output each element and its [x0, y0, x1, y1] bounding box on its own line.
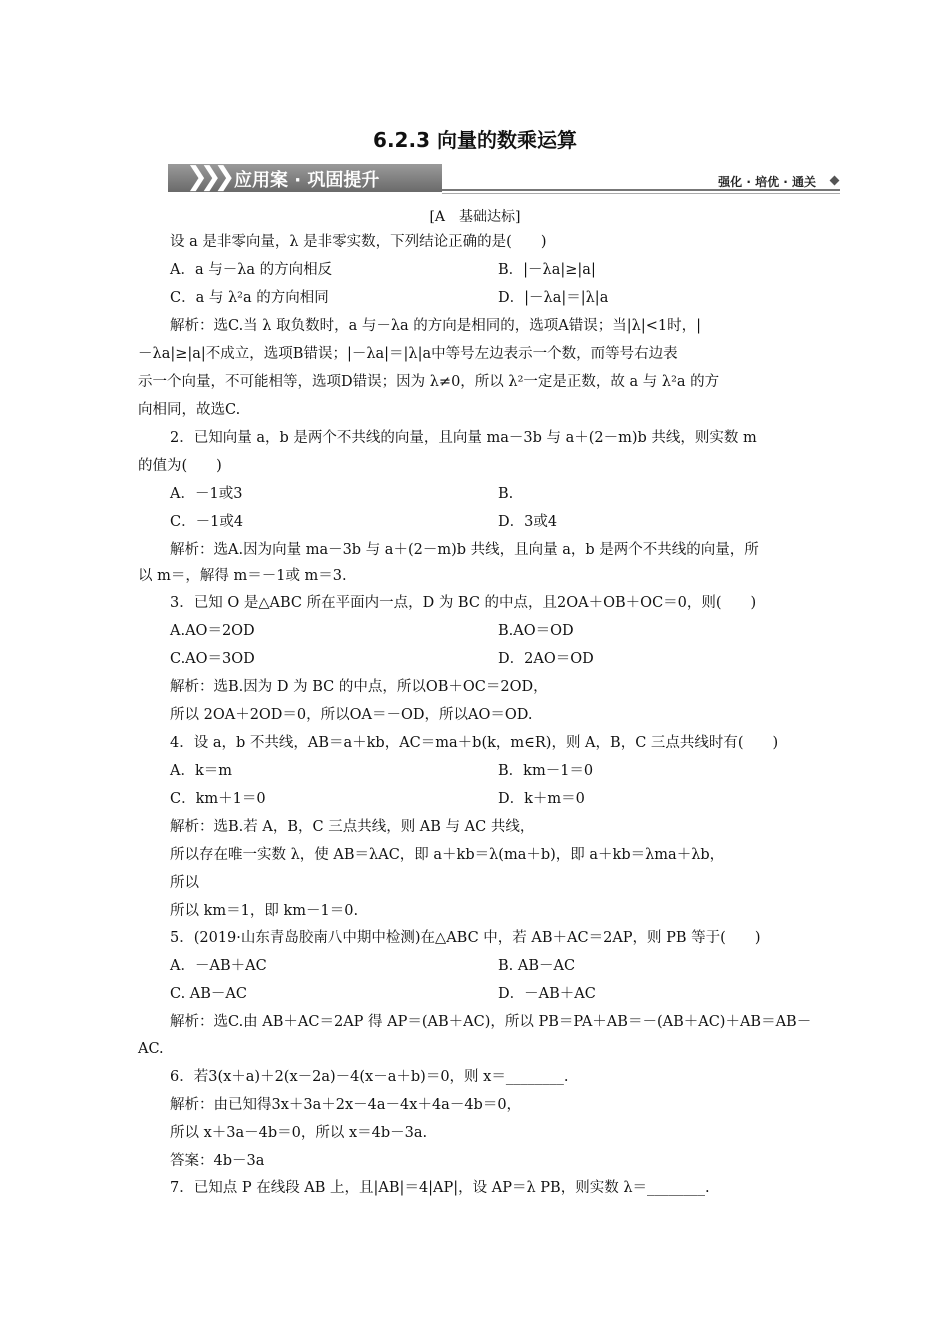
- q1-option-d: D．|－λa|＝|λ|a: [498, 290, 609, 306]
- q1-solution: 解析：选C.当 λ 取负数时，a 与－λa 的方向是相同的，选项A错误；当|λ|<1时，|: [170, 318, 701, 334]
- section-banner: [168, 162, 840, 194]
- q2-option-d: D．3或4: [498, 514, 558, 530]
- banner-tag: 强化 · 培优 · 通关: [718, 175, 816, 189]
- q4-option-d: D．k＋m＝0: [498, 791, 585, 807]
- q3-option-d: D．2AO＝OD: [498, 651, 594, 667]
- question-5-stem: 5．(2019·山东青岛胶南八中期中检测)在△ABC 中，若 AB＋AC＝2AP，则 PB 等于( ): [170, 930, 761, 946]
- page-title: 6.2.3 向量的数乘运算: [373, 128, 577, 152]
- q5-option-a: A．－AB＋AC: [170, 958, 267, 974]
- q4-option-b: B．km－1＝0: [498, 763, 594, 779]
- q2-solution: 以 m＝，解得 m＝－1或 m＝3.: [138, 568, 347, 584]
- q5-option-d: D．－AB＋AC: [498, 986, 596, 1002]
- q5-option-b: B. AB－AC: [498, 958, 576, 974]
- q4-solution: 所以存在唯一实数 λ，使 AB＝λAC，即 a＋kb＝λ(ma＋b)，即 a＋kb＝λma＋λb，: [170, 847, 725, 863]
- question-2-stem: 2．已知向量 a，b 是两个不共线的向量，且向量 ma－3b 与 a＋(2－m)b 共线，则实数 m: [170, 430, 757, 446]
- q3-option-c: C.AO＝3OD: [170, 651, 255, 667]
- question-2-stem: 的值为( ): [138, 458, 222, 474]
- question-7-stem: 7．已知点 P 在线段 AB 上，且|AB|＝4|AP|，设 AP＝λ PB，则实数 λ＝________.: [170, 1180, 710, 1196]
- q6-solution: 所以 x＋3a－4b＝0，所以 x＝4b－3a.: [170, 1125, 428, 1141]
- q2-option-a: A．－1或3: [170, 486, 243, 502]
- q1-option-a: A．a 与－λa 的方向相反: [170, 262, 333, 278]
- q4-solution: 所以: [170, 875, 199, 891]
- q3-option-b: B.AO＝OD: [498, 623, 574, 639]
- question-6-stem: 6．若3(x＋a)＋2(x－2a)－4(x－a＋b)＝0，则 x＝________.: [170, 1069, 569, 1085]
- question-3-stem: 3．已知 O 是△ABC 所在平面内一点，D 为 BC 的中点，且2OA＋OB＋OC＝0，则( ): [170, 595, 757, 611]
- q2-solution: 解析：选A.因为向量 ma－3b 与 a＋(2－m)b 共线，且向量 a，b 是两个不共线的向量，所: [170, 542, 759, 558]
- diamond-icon: [830, 176, 840, 186]
- q4-option-c: C．km＋1＝0: [170, 791, 266, 807]
- q5-solution: 解析：选C.由 AB＋AC＝2AP 得 AP＝(AB＋AC)，所以 PB＝PA＋AB＝－(AB＋AC)＋AB＝AB－: [170, 1014, 812, 1030]
- section-heading: [A 基础达标]: [429, 209, 521, 225]
- q1-option-c: C．a 与 λ²a 的方向相同: [170, 290, 329, 306]
- question-1-stem: 设 a 是非零向量，λ 是非零实数，下列结论正确的是( ): [170, 234, 547, 250]
- question-4-stem: 4．设 a，b 不共线，AB＝a＋kb，AC＝ma＋b(k，m∈R)，则 A，B，C 三点共线时有( ): [170, 735, 779, 751]
- banner-label: 应用案 · 巩固提升: [234, 170, 380, 191]
- q6-answer: 答案：4b－3a: [170, 1153, 265, 1169]
- q3-solution: 所以 2OA＋2OD＝0，所以OA＝－OD，所以AO＝OD.: [170, 707, 533, 723]
- q4-solution: 所以 km＝1，即 km－1＝0.: [170, 903, 359, 919]
- q1-solution: 示一个向量，不可能相等，选项D错误；因为 λ≠0，所以 λ²一定是正数，故 a 与 λ²a 的方: [138, 374, 720, 390]
- q5-option-c: C. AB－AC: [170, 986, 247, 1002]
- q1-option-b: B．|－λa|≥|a|: [498, 262, 596, 278]
- q6-solution: 解析：由已知得3x＋3a＋2x－4a－4x＋4a－4b＝0，: [170, 1097, 522, 1113]
- q3-option-a: A.AO＝2OD: [170, 623, 255, 639]
- q5-solution: AC.: [138, 1041, 164, 1057]
- q2-option-b: B.: [498, 486, 514, 502]
- chevron-right-icon: ❯❯❯: [186, 162, 228, 192]
- q1-solution: 向相同，故选C.: [138, 402, 241, 418]
- q2-option-c: C．－1或4: [170, 514, 244, 530]
- q4-solution: 解析：选B.若 A，B，C 三点共线，则 AB 与 AC 共线，: [170, 819, 535, 835]
- q3-solution: 解析：选B.因为 D 为 BC 的中点，所以OB＋OC＝2OD，: [170, 679, 548, 695]
- q1-solution: －λa|≥|a|不成立，选项B错误；|－λa|＝|λ|a中等号左边表示一个数，而等号右边表: [138, 346, 678, 362]
- q4-option-a: A．k＝m: [170, 763, 233, 779]
- divider: [442, 193, 840, 194]
